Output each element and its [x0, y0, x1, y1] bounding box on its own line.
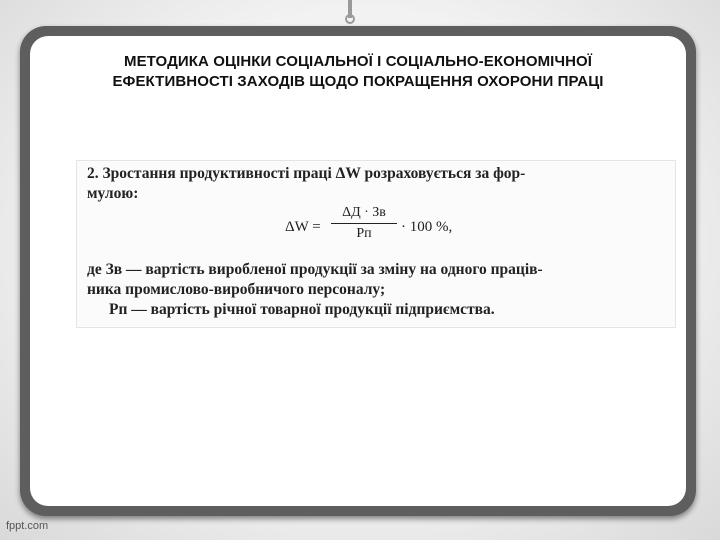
text-line-5: Рп — вартість річної товарної продукції підприємства.: [109, 301, 495, 318]
formula-denominator: Рп: [356, 226, 372, 241]
title-line-1: МЕТОДИКА ОЦІНКИ СОЦІАЛЬНОЇ І СОЦІАЛЬНО-ЕКОНОМІЧНОЇ: [123, 53, 593, 70]
text-line-2: мулою:: [87, 185, 139, 202]
formula-numerator: ΔД · Зв: [342, 205, 386, 220]
slide-frame: [20, 26, 696, 516]
formula-fraction: [331, 205, 397, 242]
productivity-formula: [285, 205, 465, 253]
hanger-hook: [343, 0, 357, 28]
slide-title: [30, 52, 686, 92]
text-line-3: де Зв — вартість виробленої продукції за зміну на одного праців-: [87, 261, 543, 278]
title-line-2: ЕФЕКТИВНОСТІ ЗАХОДІВ ЩОДО ПОКРАЩЕННЯ ОХОРОНИ ПРАЦІ: [112, 73, 604, 90]
formula-rhs: · 100 %,: [401, 219, 453, 235]
watermark-text: fppt.com: [6, 520, 49, 532]
text-line-4: ника промислово-виробничого персоналу;: [87, 281, 386, 298]
text-line-1: 2. Зростання продуктивності праці ΔW розраховується за фор-: [87, 165, 526, 182]
scanned-text-image: [76, 160, 676, 328]
formula-lhs: ΔW =: [285, 219, 321, 235]
slide-content: [30, 36, 686, 506]
hanger-ring: [345, 14, 355, 24]
fraction-bar: [331, 223, 397, 224]
